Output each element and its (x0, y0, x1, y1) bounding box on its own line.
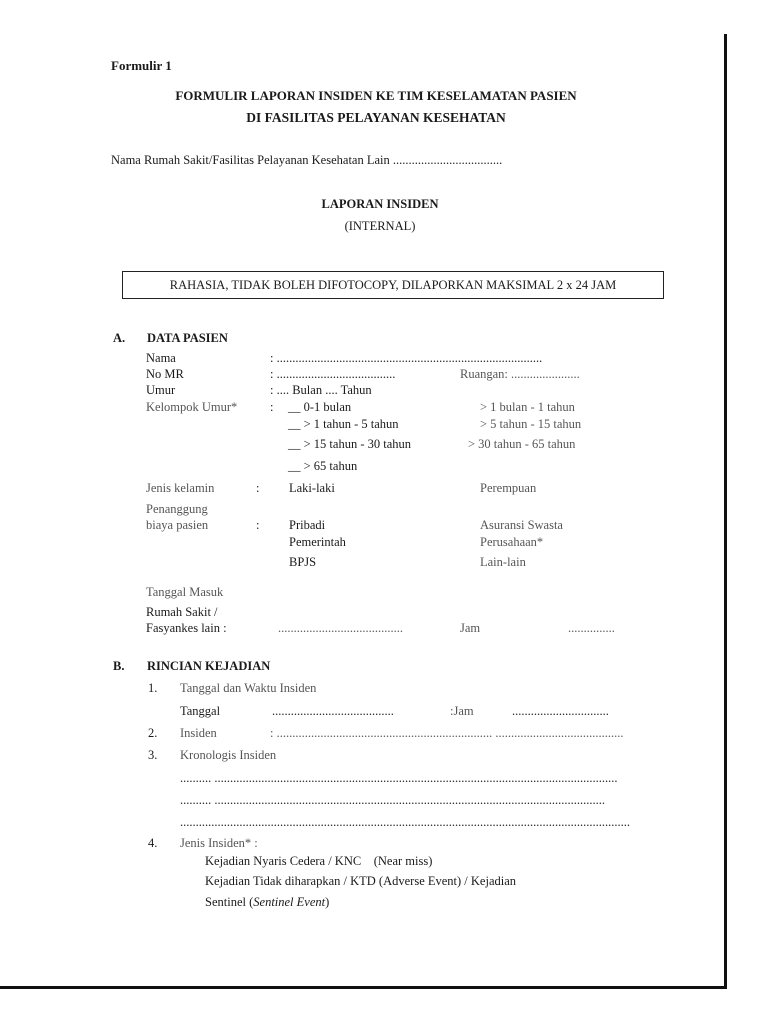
form-label: Formulir 1 (111, 58, 172, 73)
option-label: > 30 tahun - 65 tahun (468, 437, 576, 451)
report-subtitle: (INTERNAL) (344, 219, 416, 233)
kronologis-line-1[interactable]: .......... ................................................................................................................................. (180, 771, 618, 785)
option-label: > 15 tahun - 30 tahun (303, 437, 412, 451)
tanggal-label: Tanggal (180, 704, 221, 718)
checkbox-option-0-1-bulan[interactable]: __ 0-1 bulan (288, 400, 352, 414)
checkbox-laki-laki[interactable]: Laki-laki (289, 481, 335, 495)
option-label: > 65 tahun (303, 459, 358, 473)
item-2-label: Insiden (180, 726, 217, 740)
jam-field[interactable]: ............................... (512, 704, 609, 718)
item-1-label: Tanggal dan Waktu Insiden (180, 681, 317, 695)
form-title-line1: FORMULIR LAPORAN INSIDEN KE TIM KESELAMATAN PASIEN (175, 88, 577, 103)
no-mr-label: No MR (146, 367, 184, 381)
option-label: > 1 tahun - 5 tahun (303, 417, 399, 431)
checkbox-pemerintah[interactable]: Pemerintah (289, 535, 346, 549)
jam-label: :Jam (450, 704, 474, 718)
checkbox-option-1-5-tahun[interactable]: __ > 1 tahun - 5 tahun (288, 417, 399, 431)
item-3-label: Kronologis Insiden (180, 748, 277, 762)
section-a-title: DATA PASIEN (147, 331, 228, 345)
checkbox-asuransi-swasta[interactable]: Asuransi Swasta (480, 518, 563, 532)
kelompok-umur-colon: : (270, 400, 274, 414)
checkbox-pribadi[interactable]: Pribadi (289, 518, 326, 532)
option-label: > 5 tahun - 15 tahun (480, 417, 582, 431)
page-border-right (724, 34, 727, 988)
nama-label: Nama (146, 351, 176, 365)
item-1-number: 1. (148, 681, 158, 695)
tanggal-field[interactable]: ....................................... (272, 704, 394, 718)
biaya-pasien-label: biaya pasien (146, 518, 209, 532)
form-title-line2: DI FASILITAS PELAYANAN KESEHATAN (246, 110, 506, 125)
section-b-title: RINCIAN KEJADIAN (147, 659, 271, 673)
knc-label: Kejadian Nyaris Cedera / KNC (205, 854, 362, 868)
nama-field[interactable]: : ..................................................................................... (270, 351, 543, 365)
kronologis-line-3[interactable]: ................................................................................................................................................ (180, 815, 630, 829)
jam-masuk-label: Jam (460, 621, 481, 635)
insiden-field[interactable]: : ..................................................................... ......................................... (270, 726, 624, 740)
option-label: 0-1 bulan (303, 400, 352, 414)
checkbox-option-1-bulan-1-tahun[interactable] (480, 400, 575, 415)
confidential-notice-box (122, 271, 664, 299)
checkbox-bpjs[interactable]: BPJS (289, 555, 317, 569)
no-mr-field[interactable]: : ...................................... (270, 367, 396, 381)
option-label: > 1 bulan - 1 tahun (480, 400, 575, 414)
sentinel-close: ) (325, 895, 330, 909)
report-title: LAPORAN INSIDEN (321, 197, 439, 211)
umur-label: Umur (146, 383, 176, 397)
sentinel-label: Sentinel ( (205, 895, 254, 909)
rumah-sakit-label: Rumah Sakit / (146, 605, 218, 619)
item-4-label: Jenis Insiden* : (180, 836, 258, 850)
fasyankes-label: Fasyankes lain : (146, 621, 227, 635)
penanggung-label: Penanggung (146, 502, 208, 516)
option-knc[interactable] (205, 854, 432, 869)
hospital-name-field: Nama Rumah Sakit/Fasilitas Pelayanan Kesehatan Lain ................................... (111, 153, 503, 167)
section-b-letter: B. (113, 659, 125, 673)
checkbox-option-5-15-tahun[interactable] (480, 417, 581, 432)
sentinel-italic: Sentinel Event (253, 895, 326, 909)
confidential-notice: RAHASIA, TIDAK BOLEH DIFOTOCOPY, DILAPORKAN MAKSIMAL 2 x 24 JAM (169, 278, 617, 292)
section-a-letter: A. (113, 331, 126, 345)
knc-english: (Near miss) (373, 854, 433, 868)
tanggal-masuk-field[interactable]: ........................................ (278, 621, 403, 635)
option-ktd-sentinel[interactable] (205, 895, 329, 910)
kelompok-umur-label: Kelompok Umur* (146, 400, 238, 414)
jam-masuk-field[interactable]: ............... (568, 621, 615, 635)
jenis-kelamin-label: Jenis kelamin (146, 481, 215, 495)
tanggal-masuk-label: Tanggal Masuk (146, 585, 224, 599)
checkbox-option-15-30-tahun[interactable]: __ > 15 tahun - 30 tahun (288, 437, 412, 451)
option-ktd[interactable]: Kejadian Tidak diharapkan / KTD (Adverse Event) / Kejadian (205, 874, 517, 888)
item-3-number: 3. (148, 748, 158, 762)
checkbox-lain-lain[interactable]: Lain-lain (480, 555, 526, 569)
ruangan-field[interactable]: Ruangan: ...................... (460, 367, 580, 381)
checkbox-perusahaan[interactable]: Perusahaan* (480, 535, 544, 549)
umur-field[interactable]: : .... Bulan .... Tahun (270, 383, 372, 397)
checkbox-option-30-65-tahun[interactable] (468, 437, 575, 452)
jenis-kelamin-colon: : (256, 481, 260, 495)
item-2-number: 2. (148, 726, 158, 740)
item-4-number: 4. (148, 836, 158, 850)
checkbox-perempuan[interactable]: Perempuan (480, 481, 537, 495)
page-border-bottom (0, 986, 727, 989)
penanggung-colon: : (256, 518, 260, 532)
checkbox-option-65-tahun[interactable]: __ > 65 tahun (288, 459, 358, 473)
kronologis-line-2[interactable]: .......... ............................................................................................................................. (180, 793, 605, 807)
